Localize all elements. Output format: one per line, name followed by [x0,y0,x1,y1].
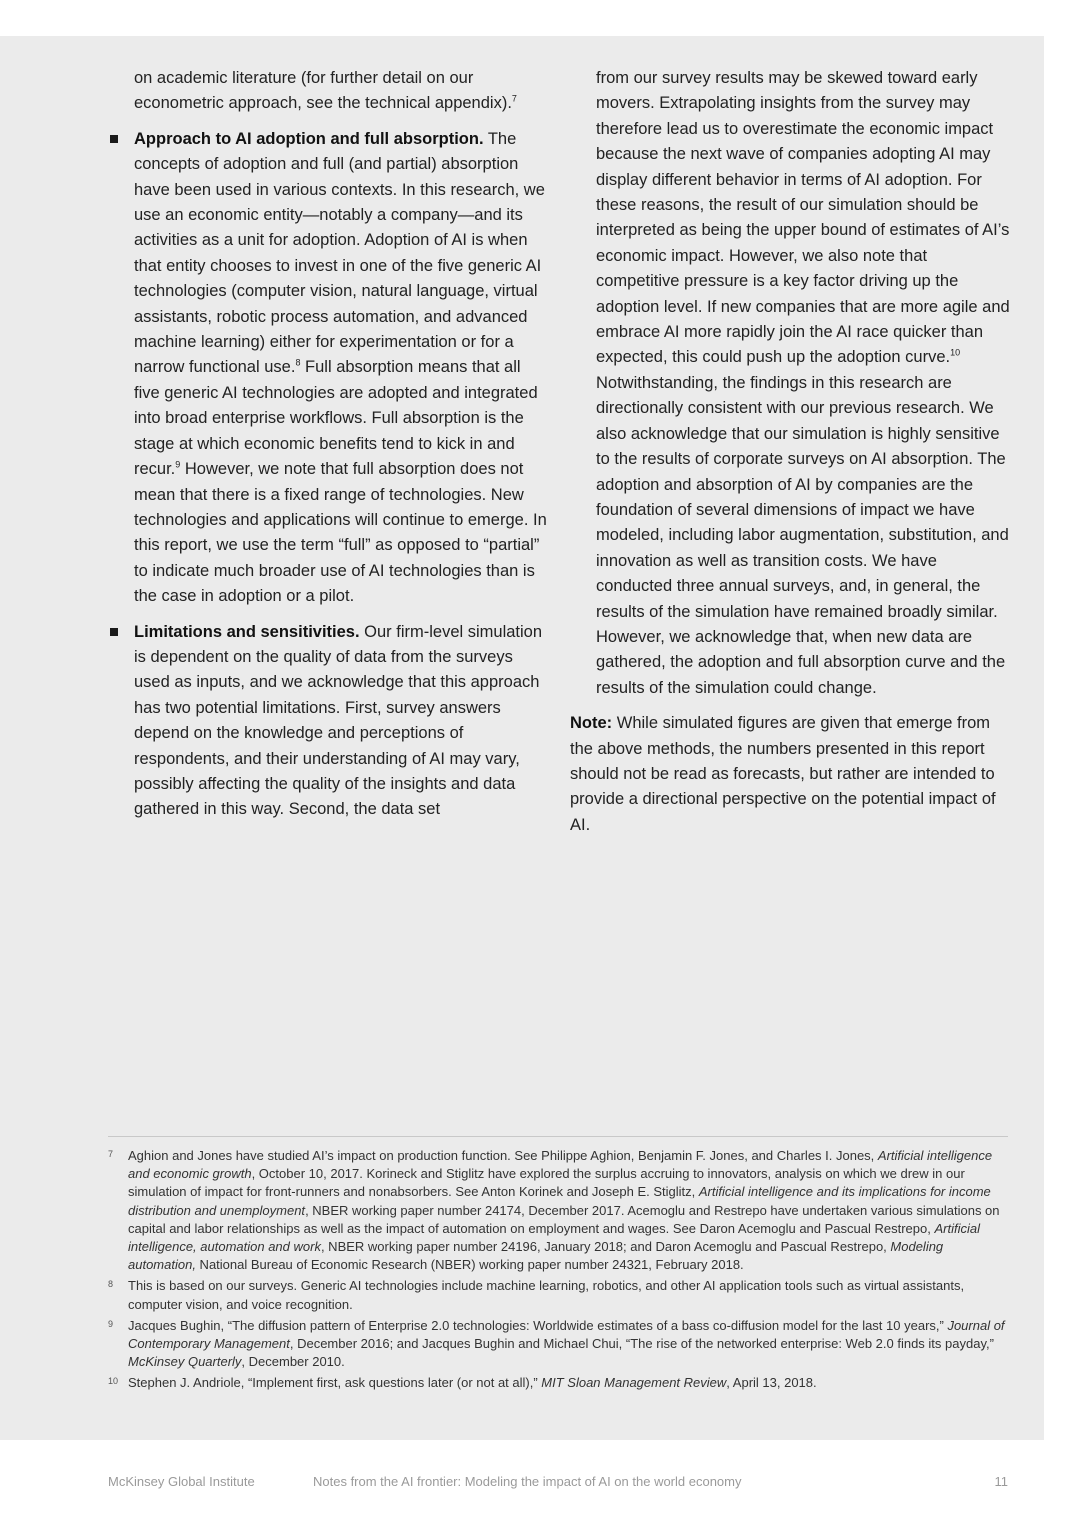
footer-report-title: Notes from the AI frontier: Modeling the impact of AI on the world economy [313,1474,742,1489]
footnote-8: 8 This is based on our surveys. Generic AI technologies include machine learning, robotics, and other AI application tools such as virtual assistants, computer vision, and voice recognition. [108,1278,965,1312]
footnote-number: 10 [108,1376,119,1387]
bullet-limitations: Limitations and sensitivities. Our firm-level simulation is dependent on the quality of data from the surveys used as inputs, and we acknowledge that this approach has two potential limitations. First, survey answers depend on the knowledge and perceptions of respondents, and their understanding of AI may vary, possibly affecting the quality of the insights and data gathered in this way. Second, the data set [108,620,550,823]
continuation-paragraph: from our survey results may be skewed toward early movers. Extrapolating insights from the survey may therefore lead us to overestimate the economic impact because the next wave of companies adopting AI may display different behavior in terms of AI adoption. For these reasons, the result of our simulation should be interpreted as being the upper bound of estimates of AI’s economic impact. However, we also note that competitive pressure is a key factor driving up the adoption level. If new companies that are more agile and embrace AI more rapidly join the AI race quicker than expected, this could push up the adoption curve.$^{10}$ Notwithstanding, the findings in this research are directionally consistent with our previous research. We also acknowledge that our simulation is highly sensitive to the results of corporate surveys on AI absorption. The adoption and absorption of AI by companies are the foundation of several dimensions of impact we have modeled, including labor augmentation, substitution, and innovation as well as transition costs. We have conducted three annual surveys, and, in general, the results of the simulation have remained broadly similar. However, we acknowledge that, when new data are gathered, the adoption and full absorption curve and the results of the simulation could change. [596,69,1010,697]
note-label: Note: [570,714,613,733]
footnotes [108,1147,1008,1396]
intro-paragraph: on academic literature (for further detail on our econometric approach, see the technical appendix).$^7$ [134,69,517,113]
footnote-9: 9 Jacques Bughin, “The diffusion pattern of Enterprise 2.0 technologies: Worldwide estimates of a bass co-diffusion model for the last 10 years,” Journal of Contemporary Management, December 2016; and Jacques Bughin and Michael Chui, “The rise of the networked enterprise: Web 2.0 finds its payday,” McKinsey Quarterly, December 2010. [108,1317,1005,1370]
footer-publisher: McKinsey Global Institute [108,1474,255,1489]
footnote-ref-7[interactable]: 7 [511,93,517,104]
left-column [108,66,550,823]
footnote-7: 7 Aghion and Jones have studied AI’s impact on production function. See Philippe Aghion, Benjamin F. Jones, and Charles I. Jones, Artificial intelligence and economic growth, October 10, 2017. Korineck and Stiglitz have explored the surplus accruing to innovators, analysis on which we drew in our simulation of impact for front-runners and nonabsorbers. See Anton Korinek and Joseph E. Stiglitz, Artificial intelligence and its implications for income distribution and unemployment, NBER working paper number 24174, December 2017. Acemoglu and Restrepo have undertaken various simulations on capital and labor relationships as well as the impact of automation on employment and wages. See Daron Acemoglu and Pascual Restrepo, Artificial intelligence, automation and work, NBER working paper number 24196, January 2018; and Daron Acemoglu and Pascual Restrepo, Modeling automation, National Bureau of Economic Research (NBER) working paper number 24321, February 2018. [108,1148,1000,1273]
bullet-square-icon [110,628,118,636]
note-paragraph: Note: While simulated figures are given that emerge from the above methods, the numbers presented in this report should not be read as forecasts, but rather are intended to provide a directional perspective on the potential impact of AI. [570,714,996,834]
footnote-ref-10[interactable]: 10 [950,347,961,358]
bullet-adoption: Approach to AI adoption and full absorption. The concepts of adoption and full (and partial) absorption have been used in various contexts. In this research, we use an economic entity—notably a company—and its activities as a unit for adoption. Adoption of AI is when that entity chooses to invest in one of the five generic AI technologies (computer vision, natural language, virtual assistants, robotic process automation, and advanced machine learning) either for experimentation or for a narrow functional use.$^8$ Full absorption means that all five generic AI technologies are adopted and integrated into broad enterprise workflows. Full absorption is the stage at which economic benefits tend to kick in and recur.$^9$ However, we note that full absorption does not mean that there is a fixed range of technologies. New technologies and applications will continue to emerge. In this report, we use the term “full” as opposed to “partial” to indicate much broader use of AI technologies than is the case in adoption or a pilot. [108,127,550,610]
footnote-number: 8 [108,1279,114,1290]
footnote-ref-8[interactable]: 8 [295,357,301,368]
bullet-title: Limitations and sensitivities. [134,622,360,641]
footnote-number: 7 [108,1149,114,1159]
page-number: 11 [994,1474,1008,1489]
footnote-divider [108,1136,1008,1137]
right-column [570,66,1012,838]
footnote-10: 10 Stephen J. Andriole, “Implement first, ask questions later (or not at all),” MIT Sloan Management Review, April 13, 2018. [108,1375,817,1391]
footnote-ref-9[interactable]: 9 [175,459,181,470]
footnote-number: 9 [108,1318,114,1329]
bullet-title: Approach to AI adoption and full absorption. [134,129,484,148]
bullet-square-icon [110,135,118,143]
